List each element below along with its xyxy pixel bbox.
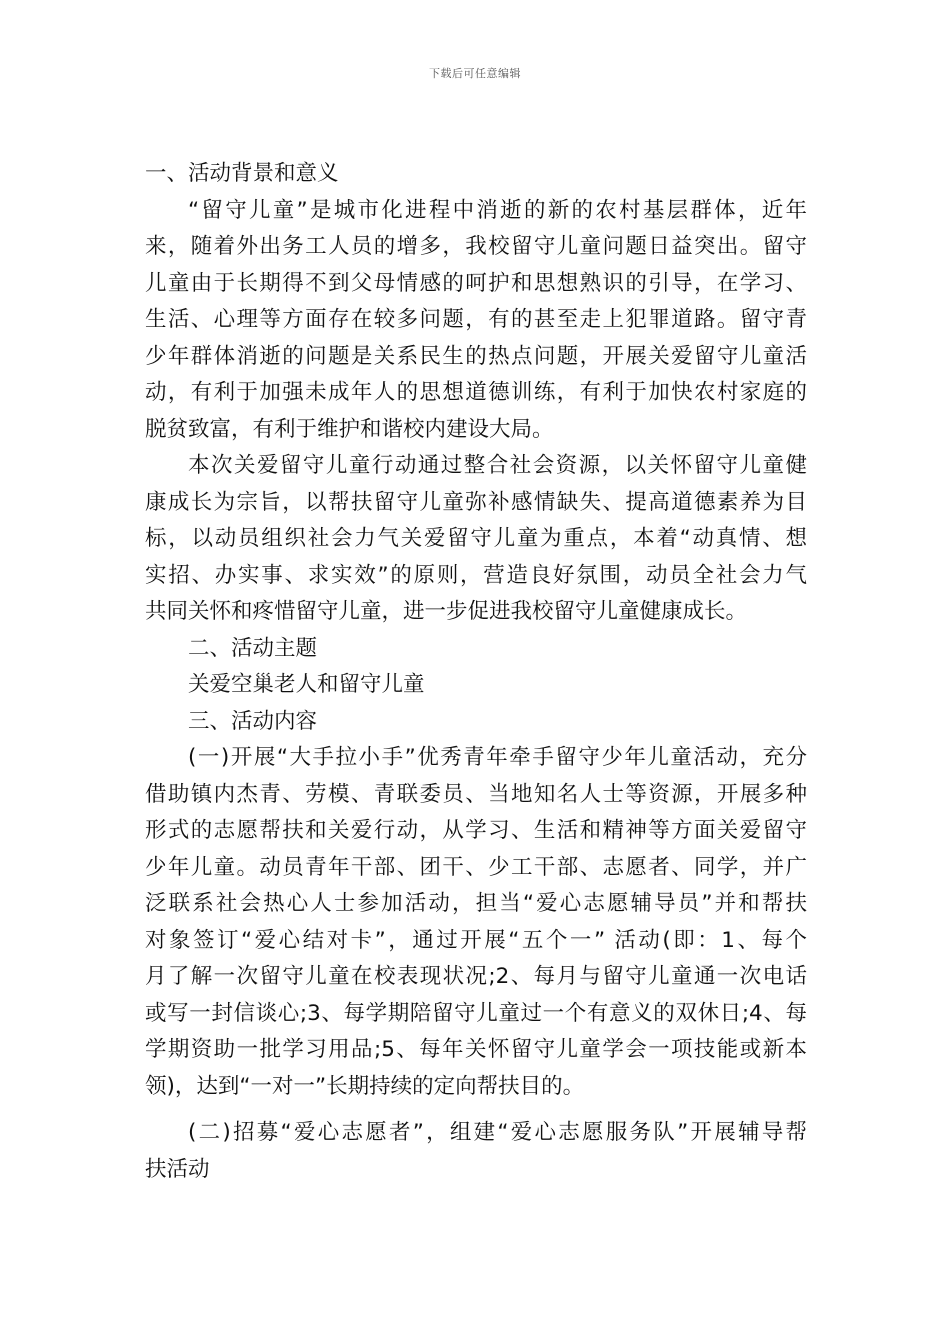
paragraph-line: 来，随着外出务工人员的增多，我校留守儿童问题日益突出。留守 [145,234,807,259]
paragraph-line: 动，有利于加强未成年人的思想道德训练，有利于加快农村家庭的 [145,380,807,405]
section-heading-content: 三、活动内容 [188,708,318,734]
paragraph-line: 儿童由于长期得不到父母情感的呵护和思想熟识的引导，在学习、 [145,270,807,296]
page-header-note: 下载后可任意编辑 [429,67,521,80]
paragraph-line: 或写一封信谈心;3、每学期陪留守儿童过一个有意义的双休日;4、每 [145,1000,807,1026]
document-body [145,156,807,1188]
paragraph-line: 扶活动 [145,1156,210,1182]
theme-text: 关爱空巢老人和留守儿童 [188,672,425,697]
paragraph-line: 脱贫致富，有利于维护和谐校内建设大局。 [145,416,554,442]
section-heading-background: 一、活动背景和意义 [145,161,339,186]
paragraph-line: 共同关怀和疼惜留守儿童，进一步促进我校留守儿童健康成长。 [145,599,748,624]
paragraph-line: 领)，达到“一对一”长期持续的定向帮扶目的。 [145,1073,585,1099]
paragraph-line: 对象签订“爱心结对卡”，通过开展“五个一” 活动(即：1、每个 [145,927,807,953]
paragraph-line: 月了解一次留守儿童在校表现状况;2、每月与留守儿童通一次电话 [145,964,807,989]
paragraph-line: 形式的志愿帮扶和关爱行动，从学习、生活和精神等方面关爱留守 [145,818,807,843]
section-heading-theme: 二、活动主题 [188,635,318,661]
paragraph-line: (一)开展“大手拉小手”优秀青年牵手留守少年儿童活动，充分 [188,745,807,770]
paragraph-line: 生活、心理等方面存在较多问题，有的甚至走上犯罪道路。留守青 [145,307,807,332]
paragraph-line: 少年群体消逝的问题是关系民生的热点问题，开展关爱留守儿童活 [145,343,807,369]
paragraph-line: “留守儿童”是城市化进程中消逝的新的农村基层群体，近年 [188,197,807,223]
paragraph-line: 少年儿童。动员青年干部、团干、少工干部、志愿者、同学，并广 [145,854,807,880]
paragraph-line: 康成长为宗旨，以帮扶留守儿童弥补感情缺失、提高道德素养为目 [145,489,807,515]
paragraph-line: 学期资助一批学习用品;5、每年关怀留守儿童学会一项技能或新本 [145,1037,807,1062]
paragraph-line: (二)招募“爱心志愿者”，组建“爱心志愿服务队”开展辅导帮 [188,1120,807,1145]
paragraph-line: 借助镇内杰青、劳模、青联委员、当地知名人士等资源，开展多种 [145,781,807,807]
paragraph-line: 泛联系社会热心人士参加活动，担当“爱心志愿辅导员”并和帮扶 [145,891,807,916]
paragraph-line: 标，以动员组织社会力气关爱留守儿童为重点，本着“动真情、想 [145,526,807,551]
paragraph-line: 本次关爱留守儿童行动通过整合社会资源，以关怀留守儿童健 [188,453,807,478]
paragraph-gap [145,1105,807,1115]
paragraph-line: 实招、办实事、求实效”的原则，营造良好氛围，动员全社会力气 [145,562,807,588]
